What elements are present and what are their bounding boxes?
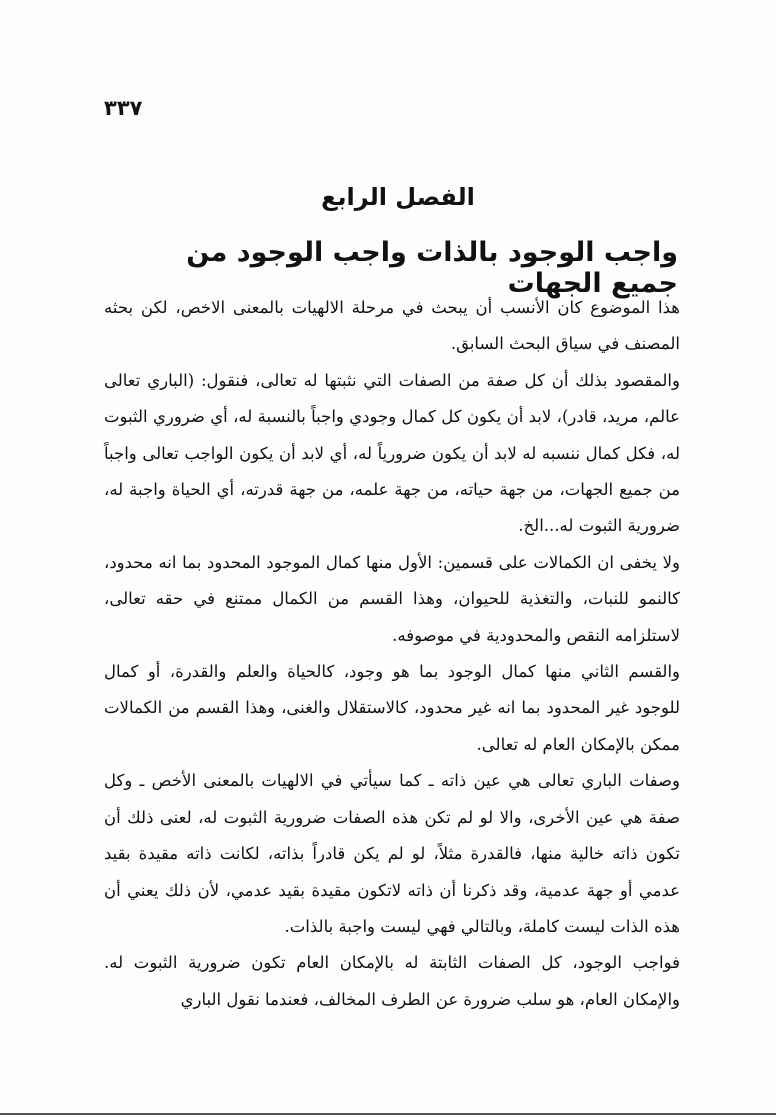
bottom-edge-rule: [0, 1113, 776, 1115]
page-number: ٣٣٧: [104, 96, 143, 120]
paragraph: هذا الموضوع كان الأنسب أن يبحث في مرحلة الالهيات بالمعنى الاخص، لكن بحثه المصنف في سياق البحث السابق.: [104, 298, 680, 354]
body-text: [104, 290, 680, 1018]
paragraph: فواجب الوجود، كل الصفات الثابتة له بالإمكان العام تكون ضرورية الثبوت له. والإمكان العام، هو سلب ضرورة عن الطرف المخالف، فعندما نقول الباري: [104, 953, 680, 1009]
paragraph: والقسم الثاني منها كمال الوجود بما هو وجود، كالحياة والعلم والقدرة، أو كمال للوجود غير المحدود بما انه غير محدود، كالاستقلال والغنى، وهذا القسم من الكمالات ممكن بالإمكان العام له تعالى.: [104, 662, 680, 754]
paragraph: وصفات الباري تعالى هي عين ذاته ـ كما سيأتي في الالهيات بالمعنى الأخص ـ وكل صفة هي عين الأخرى، والا لو لم تكن هذه الصفات ضرورية الثبوت له، لعنى ذلك أن تكون ذاته خالية منها، فالقدرة مثلاً، لو لم يكن قادراً بذاته، لكانت ذاته مقيدة بقيد عدمي أو جهة عدمية، وقد ذكرنا أن ذاته لاتكون مقيدة بقيد عدمي، لأن ذلك يعني أن هذه الذات ليست كاملة، وبالتالي فهي ليست واجبة بالذات.: [104, 771, 680, 936]
paragraph: والمقصود بذلك أن كل صفة من الصفات التي نثبتها له تعالى، فنقول: (الباري تعالى عالم، مريد، قادر)، لابد أن يكون كل كمال وجودي واجباً بالنسبة له، أي ضروري الثبوت له، فكل كمال ننسبه له لابد أن يكون ضرورياً له، أي لابد أن يكون الواجب تعالى واجباً من جميع الجهات، من جهة حياته، من جهة علمه، من جهة قدرته، أي الحياة واجبة له، ضرورية الثبوت له...الخ.: [104, 370, 680, 536]
chapter-title: الفصل الرابع: [321, 183, 475, 211]
section-title: واجب الوجود بالذات واجب الوجود من جميع الجهات: [186, 237, 678, 299]
paragraph: ولا يخفى ان الكمالات على قسمين: الأول منها كمال الموجود المحدود بما انه محدود، كالنمو للنبات، والتغذية للحيوان، وهذا القسم من الكمال ممتنع في حقه تعالى، لاستلزامه النقص والمحدودية في موصوفه.: [104, 552, 680, 645]
